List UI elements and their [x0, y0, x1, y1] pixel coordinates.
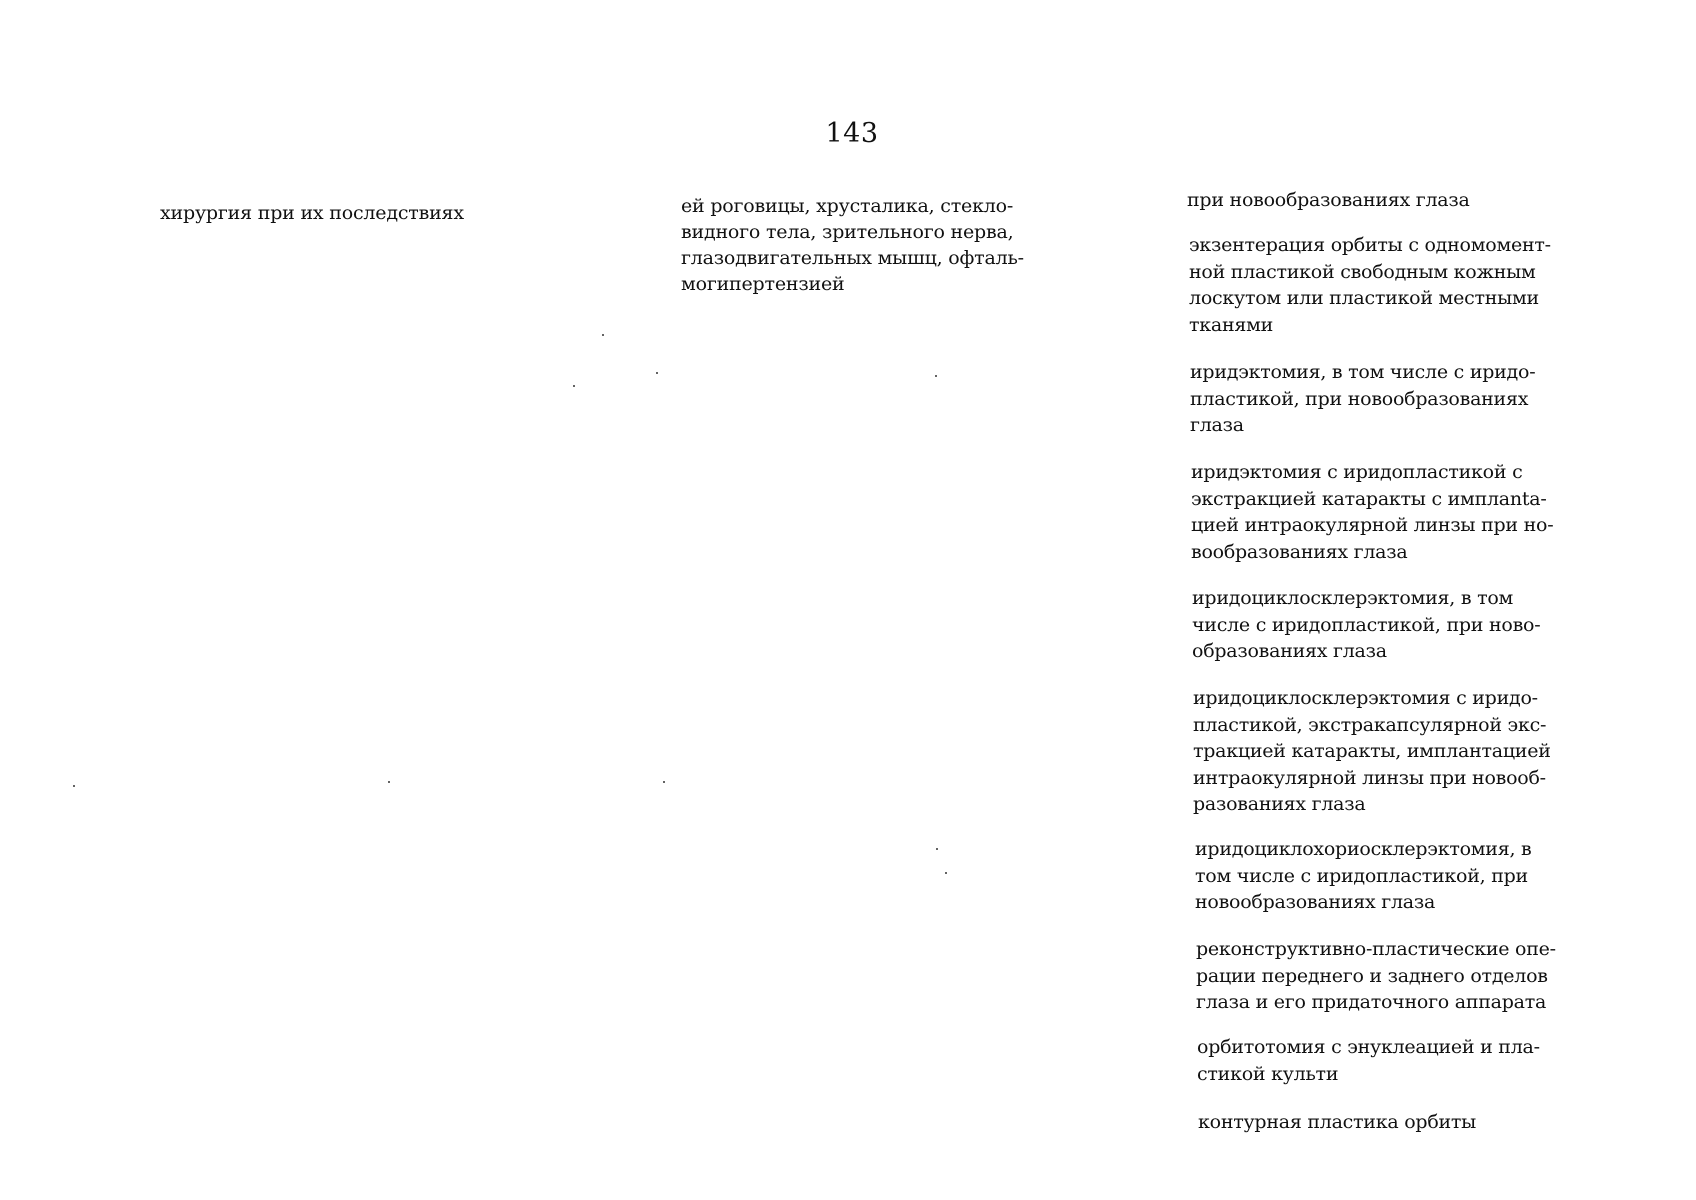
page-number: 143 [825, 118, 879, 149]
right-entry-7: иридоциклохориосклерэктомия, в том числе с иридопластикой, при новообразованиях глаза [1195, 838, 1532, 913]
scan-speck [73, 785, 75, 787]
scan-speck [663, 781, 665, 783]
scan-speck [935, 375, 937, 377]
scan-speck [936, 848, 938, 850]
right-entry-5: иридоциклосклерэктомия, в том числе с иридопластикой, при ново- образованиях глаза [1192, 587, 1541, 662]
scan-speck [573, 385, 575, 387]
scan-speck [656, 372, 658, 374]
right-entry-8: реконструктивно-пластические опе- рации переднего и заднего отделов глаза и его придаточного аппарата [1196, 938, 1556, 1013]
right-entry-3: иридэктомия, в том числе с иридо- пластикой, при новообразованиях глаза [1190, 361, 1536, 436]
scan-speck [388, 781, 390, 783]
right-column [1187, 187, 1627, 1133]
right-entry-4: иридэктомия с иридопластикой с экстракцией катаракты с имплanta- цией интраокулярной линзы при но- вообразованиях глаза [1191, 461, 1554, 563]
scan-speck [945, 872, 947, 874]
middle-column-text: ей роговицы, хрусталика, стекло- видного тела, зрительного нерва, глазодвигательных мышц, офталь- могипертензией [681, 195, 1024, 295]
right-entry-1: при новообразованиях глаза [1187, 189, 1470, 211]
right-entry-6: иридоциклосклерэктомия с иридо- пластикой, экстракапсулярной экс- тракцией катаракты, имплантацией интраокулярной линзы при новооб- разованиях глаза [1193, 687, 1551, 815]
scan-speck [602, 334, 604, 336]
left-column-text: хирургия при их последствиях [160, 202, 464, 224]
right-entry-2: экзентерация орбиты с одномомент- ной пластикой свободным кожным лоскутом или пластикой местными тканями [1189, 234, 1551, 336]
right-entry-9: орбитотомия с энуклеацией и пла- стикой культи [1197, 1036, 1540, 1085]
right-entry-10: контурная пластика орбиты [1198, 1111, 1477, 1133]
